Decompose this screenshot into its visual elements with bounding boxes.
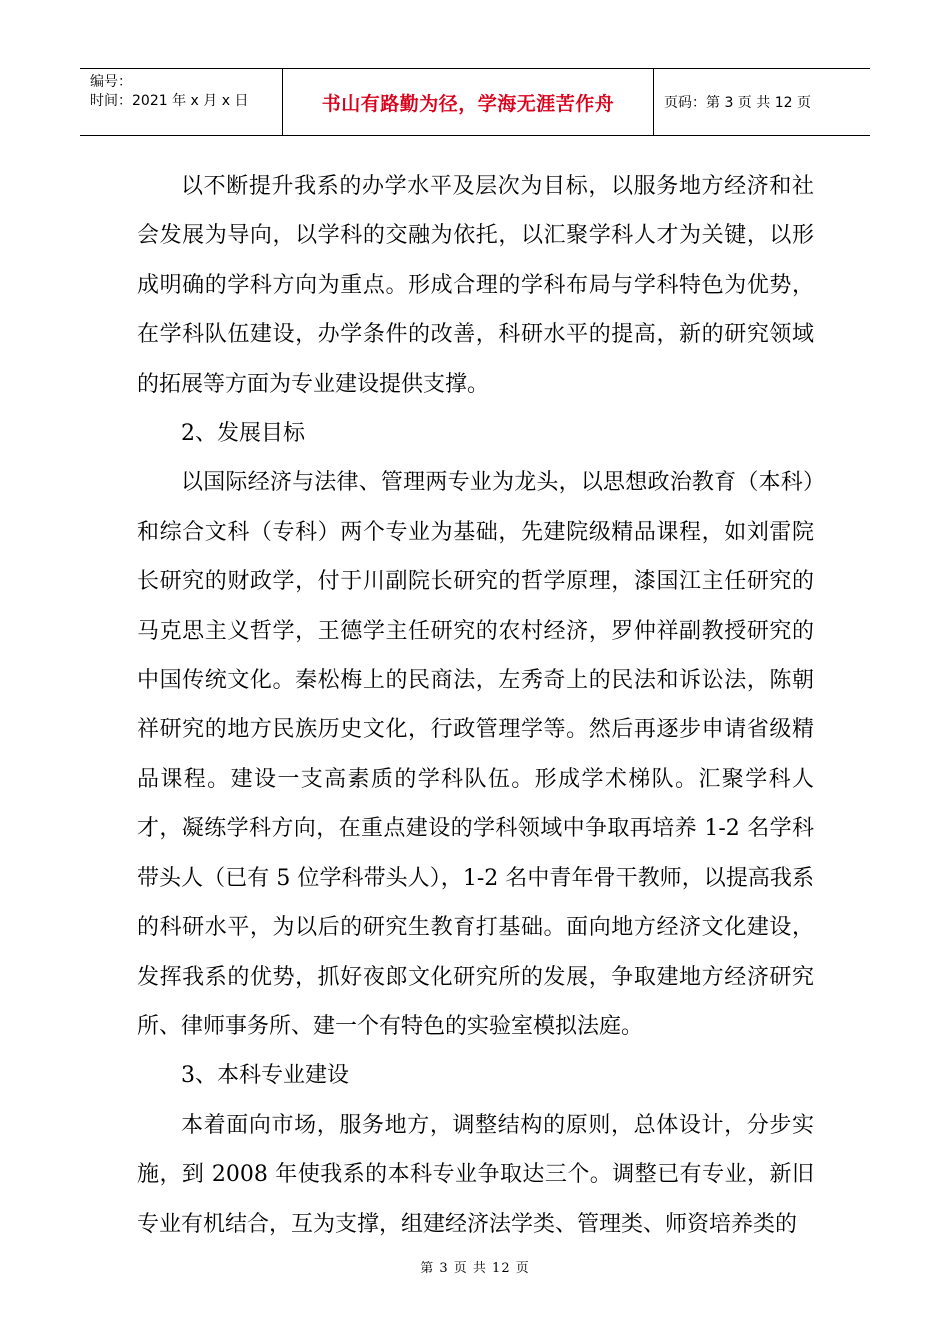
body-paragraph: 本着面向市场，服务地方，调整结构的原则，总体设计，分步实施，到 2008 年使我系的本科专业争取达三个。调整已有专业，新旧专业有机结合，互为支撑，组建经济法学类、管理类、师资培养类的 <box>137 1112 814 1237</box>
document-number-label: 编号： <box>90 74 132 90</box>
document-body <box>137 162 814 1249</box>
body-paragraph: 以不断提升我系的办学水平及层次为目标，以服务地方经济和社会发展为导向，以学科的交融为依托，以汇聚学科人才为关键，以形成明确的学科方向为重点。形成合理的学科布局与学科特色为优势，在学科队伍建设，办学条件的改善，科研水平的提高，新的研究领域的拓展等方面为专业建设提供支撑。 <box>137 174 814 397</box>
header-meta-cell <box>80 69 282 135</box>
section-heading-undergraduate-program: 3、本科专业建设 <box>181 1063 349 1089</box>
header-page-cell <box>654 69 870 135</box>
header-motto: 书山有路勤为径，学海无涯苦作舟 <box>321 92 615 115</box>
document-date-label: 时间：2021 年 x 月 x 日 <box>90 93 249 109</box>
header-page-info: 页码：第 3 页 共 12 页 <box>664 95 811 111</box>
document-header <box>80 68 870 136</box>
page-footer: 第 3 页 共 12 页 <box>420 1261 530 1276</box>
header-motto-cell <box>282 69 654 135</box>
section-heading-development-goals: 2、发展目标 <box>181 421 305 447</box>
body-paragraph: 以国际经济与法律、管理两专业为龙头，以思想政治教育（本科）和综合文科（专科）两个专业为基础，先建院级精品课程，如刘雷院长研究的财政学，付于川副院长研究的哲学原理，漆国江主任研究的马克思主义哲学，王德学主任研究的农村经济，罗仲祥副教授研究的中国传统文化。秦松梅上的民商法，左秀奇上的民法和诉讼法，陈朝祥研究的地方民族历史文化，行政管理学等。然后再逐步申请省级精品课程。建设一支高素质的学科队伍。形成学术梯队。汇聚学科人才，凝练学科方向，在重点建设的学科领域中争取再培养 1-2 名学科带头人（已有 5 位学科带头人），1-2 名中青年骨干教师，以提高我系的科研水平，为以后的研究生教育打基础。面向地方经济文化建设，发挥我系的优势，抓好夜郎文化研究所的发展，争取建地方经济研究所、律师事务所、建一个有特色的实验室模拟法庭。 <box>137 470 814 1039</box>
